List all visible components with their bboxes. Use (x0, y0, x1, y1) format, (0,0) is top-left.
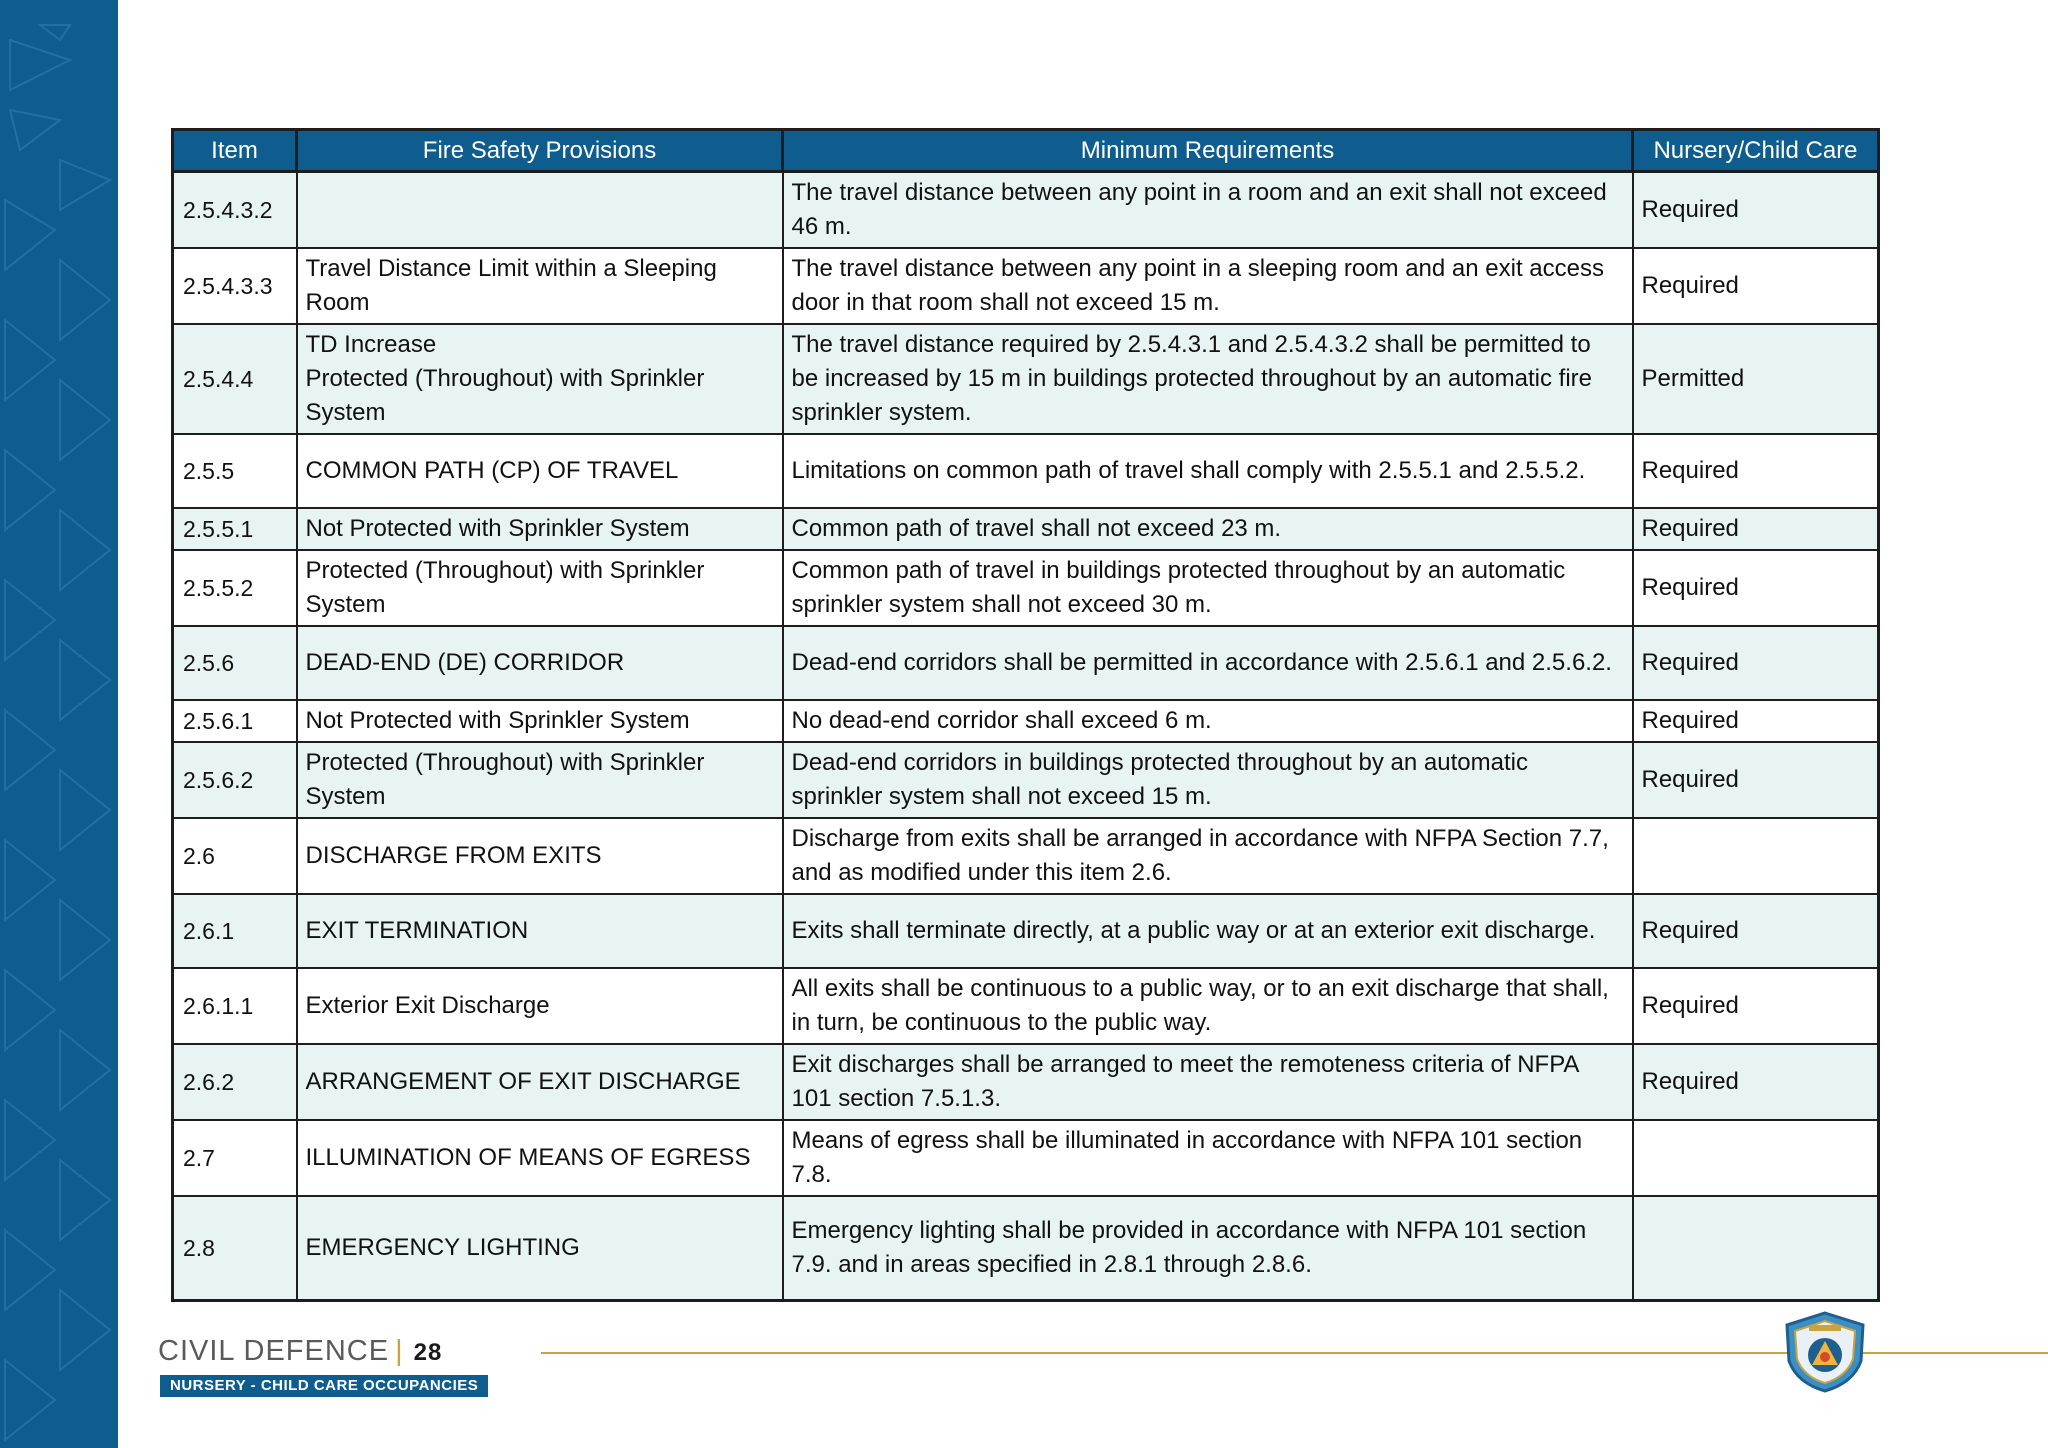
status-cell: Required (1633, 172, 1879, 249)
requirement-cell: Exits shall terminate directly, at a public way or at an exterior exit discharge. (783, 894, 1633, 968)
provision-cell: Not Protected with Sprinkler System (297, 700, 783, 742)
table-row (173, 172, 1879, 249)
table-row (173, 508, 1879, 550)
fire-safety-requirements-table (171, 128, 1880, 1302)
provision-cell: Travel Distance Limit within a Sleeping Room (297, 248, 783, 324)
requirement-cell: All exits shall be continuous to a public way, or to an exit discharge that shall, in turn, be continuous to the public way. (783, 968, 1633, 1044)
table-body (173, 172, 1879, 1301)
table-row (173, 894, 1879, 968)
table-row (173, 700, 1879, 742)
status-cell (1633, 818, 1879, 894)
item-cell: 2.5.5.1 (173, 508, 297, 550)
status-cell: Permitted (1633, 324, 1879, 434)
item-cell: 2.5.4.4 (173, 324, 297, 434)
status-cell: Required (1633, 508, 1879, 550)
footer-brand (158, 1335, 442, 1368)
provision-cell: Protected (Throughout) with Sprinkler System (297, 742, 783, 818)
brand-separator: | (395, 1335, 404, 1367)
fire-safety-table-wrapper (171, 128, 1877, 1302)
table-row (173, 626, 1879, 700)
item-cell: 2.5.6.1 (173, 700, 297, 742)
table-row (173, 550, 1879, 626)
status-cell: Required (1633, 742, 1879, 818)
provision-cell: Protected (Throughout) with Sprinkler System (297, 550, 783, 626)
item-cell: 2.6.1 (173, 894, 297, 968)
requirement-cell: The travel distance between any point in a sleeping room and an exit access door in that room shall not exceed 15 m. (783, 248, 1633, 324)
provision-cell (297, 172, 783, 249)
requirement-cell: Means of egress shall be illuminated in accordance with NFPA 101 section 7.8. (783, 1120, 1633, 1196)
status-cell (1633, 1120, 1879, 1196)
item-cell: 2.5.4.3.3 (173, 248, 297, 324)
table-header-row (173, 130, 1879, 172)
status-cell (1633, 1196, 1879, 1300)
item-cell: 2.5.6.2 (173, 742, 297, 818)
table-row (173, 968, 1879, 1044)
table-row (173, 742, 1879, 818)
footer-section-label: NURSERY - CHILD CARE OCCUPANCIES (160, 1375, 488, 1397)
provision-cell: Not Protected with Sprinkler System (297, 508, 783, 550)
status-cell: Required (1633, 550, 1879, 626)
item-cell: 2.7 (173, 1120, 297, 1196)
provision-cell: DISCHARGE FROM EXITS (297, 818, 783, 894)
provision-cell: EXIT TERMINATION (297, 894, 783, 968)
item-cell: 2.6.2 (173, 1044, 297, 1120)
provision-cell: TD Increase Protected (Throughout) with Sprinkler System (297, 324, 783, 434)
header-item: Item (173, 130, 297, 172)
status-cell: Required (1633, 894, 1879, 968)
table-row (173, 248, 1879, 324)
item-cell: 2.6.1.1 (173, 968, 297, 1044)
requirement-cell: The travel distance required by 2.5.4.3.1 and 2.5.4.3.2 shall be permitted to be increased by 15 m in buildings protected throughout by an automatic fire sprinkler system. (783, 324, 1633, 434)
item-cell: 2.6 (173, 818, 297, 894)
provision-cell: ARRANGEMENT OF EXIT DISCHARGE (297, 1044, 783, 1120)
provision-cell: EMERGENCY LIGHTING (297, 1196, 783, 1300)
requirement-cell: The travel distance between any point in a room and an exit shall not exceed 46 m. (783, 172, 1633, 249)
header-fire-safety-provisions: Fire Safety Provisions (297, 130, 783, 172)
page-number: 28 (413, 1339, 443, 1366)
status-cell: Required (1633, 968, 1879, 1044)
requirement-cell: No dead-end corridor shall exceed 6 m. (783, 700, 1633, 742)
requirement-cell: Limitations on common path of travel shall comply with 2.5.5.1 and 2.5.5.2. (783, 434, 1633, 508)
table-row (173, 324, 1879, 434)
provision-cell: COMMON PATH (CP) OF TRAVEL (297, 434, 783, 508)
requirement-cell: Dead-end corridors shall be permitted in accordance with 2.5.6.1 and 2.5.6.2. (783, 626, 1633, 700)
sidebar-triangle-pattern (0, 0, 118, 1448)
header-nursery-child-care: Nursery/Child Care (1633, 130, 1879, 172)
requirement-cell: Emergency lighting shall be provided in accordance with NFPA 101 section 7.9. and in areas specified in 2.8.1 through 2.8.6. (783, 1196, 1633, 1300)
provision-cell: Exterior Exit Discharge (297, 968, 783, 1044)
status-cell: Required (1633, 1044, 1879, 1120)
requirement-cell: Common path of travel shall not exceed 23 m. (783, 508, 1633, 550)
status-cell: Required (1633, 700, 1879, 742)
item-cell: 2.5.6 (173, 626, 297, 700)
decorative-sidebar (0, 0, 118, 1448)
civil-defence-emblem-icon (1783, 1311, 1867, 1393)
status-cell: Required (1633, 434, 1879, 508)
requirement-cell: Discharge from exits shall be arranged in accordance with NFPA Section 7.7, and as modified under this item 2.6. (783, 818, 1633, 894)
item-cell: 2.5.5.2 (173, 550, 297, 626)
status-cell: Required (1633, 248, 1879, 324)
item-cell: 2.5.4.3.2 (173, 172, 297, 249)
table-row (173, 1120, 1879, 1196)
provision-cell: DEAD-END (DE) CORRIDOR (297, 626, 783, 700)
table-row (173, 434, 1879, 508)
header-minimum-requirements: Minimum Requirements (783, 130, 1633, 172)
requirement-cell: Dead-end corridors in buildings protected throughout by an automatic sprinkler system shall not exceed 15 m. (783, 742, 1633, 818)
table-row (173, 1196, 1879, 1300)
brand-name: CIVIL DEFENCE (158, 1335, 390, 1367)
table-row (173, 818, 1879, 894)
item-cell: 2.5.5 (173, 434, 297, 508)
table-row (173, 1044, 1879, 1120)
status-cell: Required (1633, 626, 1879, 700)
provision-cell: ILLUMINATION OF MEANS OF EGRESS (297, 1120, 783, 1196)
requirement-cell: Common path of travel in buildings protected throughout by an automatic sprinkler system shall not exceed 30 m. (783, 550, 1633, 626)
item-cell: 2.8 (173, 1196, 297, 1300)
requirement-cell: Exit discharges shall be arranged to meet the remoteness criteria of NFPA 101 section 7.5.1.3. (783, 1044, 1633, 1120)
